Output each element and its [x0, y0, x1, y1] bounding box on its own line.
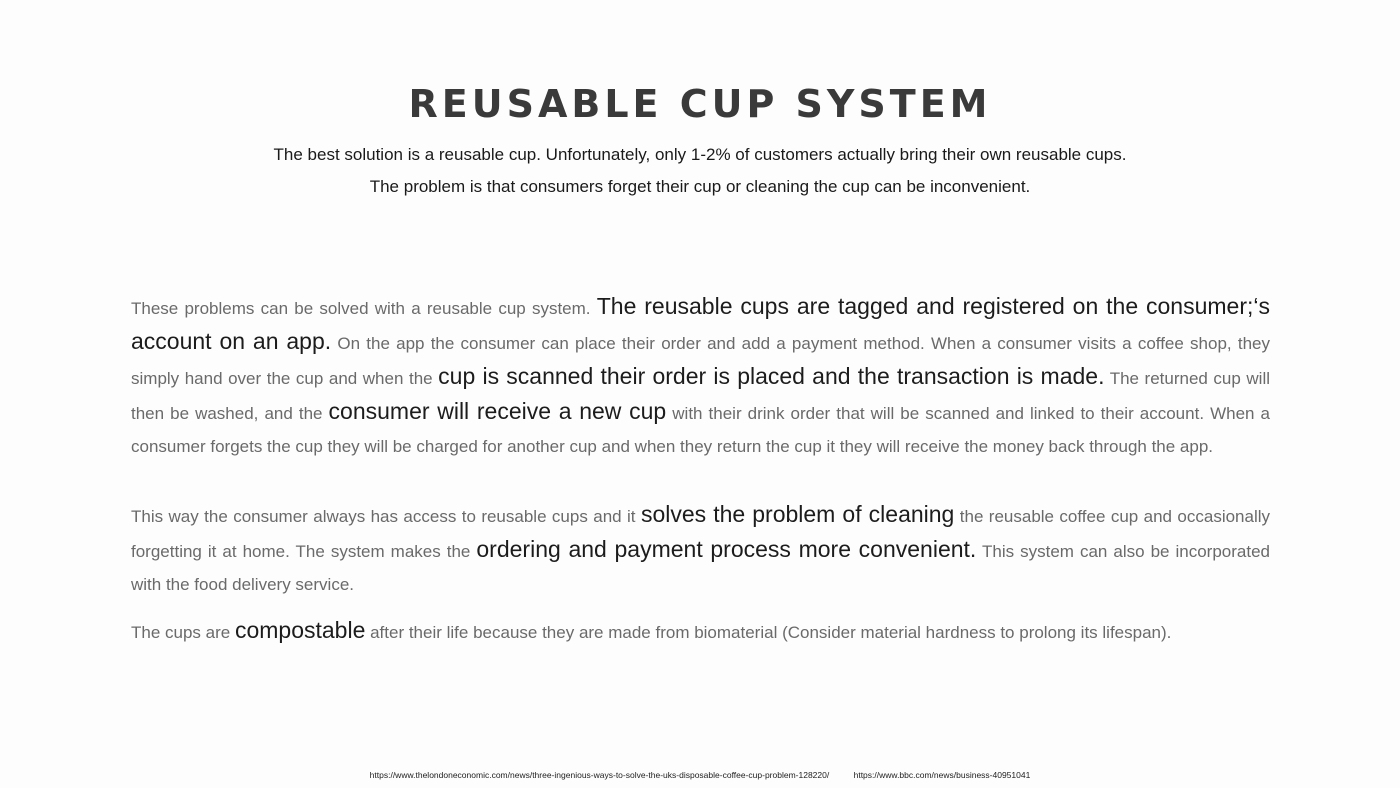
paragraph-text: the reusable coffee cup and occasionally forgetting it at home. The system makes the	[131, 507, 1271, 561]
emphasis-text: ordering and payment process more convenient.	[476, 536, 977, 562]
emphasis-text: consumer will receive a new cup	[328, 398, 667, 424]
paragraph-text: with their drink order that will be scanned and linked to their account. When a consumer forgets the cup they will be charged for another cup and when they return the cup it they will receive the money back through the app.	[131, 404, 1270, 456]
paragraph-compostable	[131, 614, 1270, 649]
intro-line-2: The problem is that consumers forget their cup or cleaning the cup can be inconvenient.	[369, 177, 1031, 196]
paragraph-text: The cups are	[131, 623, 235, 642]
emphasis-text: solves the problem of cleaning	[640, 501, 955, 527]
paragraph-text: On the app the consumer can place their order and add a payment method. When a consumer visits a coffee shop, they simply hand over the cup and when the	[131, 334, 1270, 388]
paragraph-text: This way the consumer always has access to reusable cups and it	[131, 507, 641, 526]
page-title: REUSABLE CUP SYSTEM	[408, 82, 992, 126]
paragraph-text: after their life because they are made from biomaterial (Consider material hardness to prolong its lifespan).	[365, 623, 1172, 642]
emphasis-text: cup is scanned their order is placed and the transaction is made.	[438, 363, 1105, 389]
footer-sources	[0, 770, 1400, 780]
paragraph-cup-system	[131, 290, 1270, 463]
paragraph-text: This system can also be incorporated with the food delivery service.	[131, 542, 1271, 594]
emphasis-text: compostable	[234, 617, 366, 643]
emphasis-text: The reusable cups are tagged and registered on the consumer;‘s account on an app.	[131, 293, 1270, 354]
paragraph-text: The returned cup will then be washed, and the	[131, 369, 1271, 423]
paragraph-benefits	[131, 498, 1270, 601]
intro-line-1: The best solution is a reusable cup. Unfortunately, only 1-2% of customers actually bring their own reusable cups.	[273, 145, 1127, 164]
source-link-bbc[interactable]: https://www.bbc.com/news/business-40951041	[853, 770, 1031, 780]
paragraph-text: These problems can be solved with a reusable cup system.	[131, 299, 597, 318]
source-link-londoneconomic[interactable]: https://www.thelondoneconomic.com/news/three-ingenious-ways-to-solve-the-uks-disposable-coffee-cup-problem-128220/	[369, 770, 830, 780]
